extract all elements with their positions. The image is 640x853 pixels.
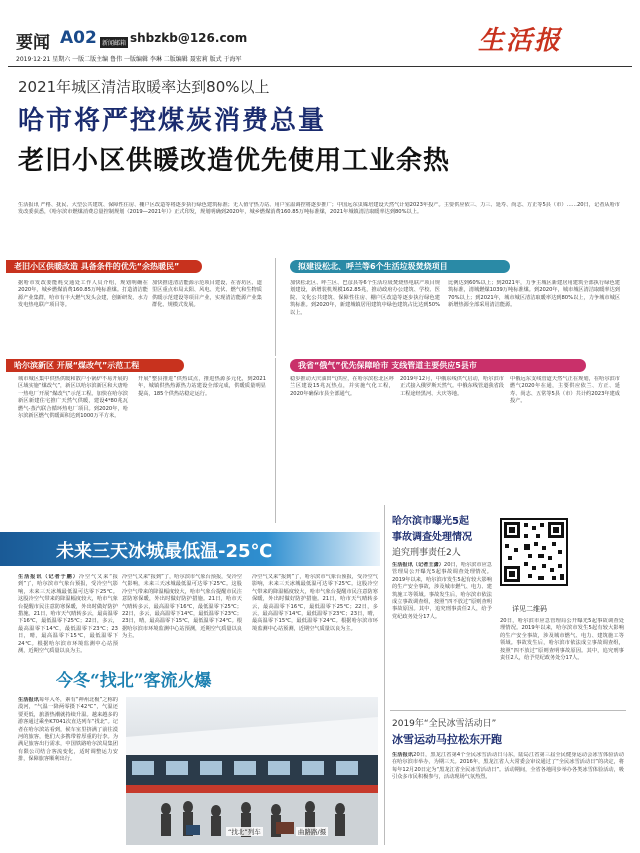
weather-body-col3: 冷空气又来“报到”了，哈尔滨市气象台预报，受冷空气影响，未来三天冰城最低温可达零下25℃。这股冷空气带来的降温幅度较大，哈市气象台提醒市民注意防寒保暖，外出时做好防护措施。21日，哈市天气晴转多云，最高温零下16℃，最低温零下25℃；22日，多云，最高温零下14℃，最低温零下23℃；23日，晴，最高温零下15℃，最低温零下24℃。根据哈尔滨市环境监测中心站预测，近期空气质量以良为主。 — [252, 574, 378, 632]
inquiry-byline: 生活报讯（记者王潇） — [392, 562, 444, 568]
inquiry-body: 生活报讯（记者王潇）20日，哈尔滨市应急管理局公开曝光5起事故调查处理情况。2019年以来，哈尔滨市发生5起有较大影响的生产安全事故，涉及城市燃气、电力、建筑施工等领域。事故发生后，哈尔滨市依法成立事故调查组，按照“四不放过”原则查明事故原因。其中，追究刑事责任2人，给予党纪政务处分17人。 — [392, 562, 492, 620]
qr-code-graphic — [502, 520, 566, 584]
masthead — [8, 6, 632, 62]
lead-kicker: 2021年城区清洁取暖率达到80%以上 — [18, 78, 270, 96]
train-byline: 生活报讯 — [18, 697, 40, 703]
waste-text-col1: 加快松北区、呼兰区、巴彦县等6个生活垃圾焚烧热电联产项目规划建设，新增装机规模162.85兆，推动政府办公建筑、学校、医院、文化公共建筑、保障性住房、棚户区改造等逐步执行绿色建筑标准。到2020年，新建城镇居用建筑中绿色建筑占比达到50%以上。 — [290, 280, 440, 316]
section-title-newdistrict: 哈尔滨新区 开展“煤改气”示范工程 — [6, 359, 184, 372]
train-scene-graphic — [126, 697, 378, 845]
inquiry-subline: 追究刑事责任2人 — [392, 548, 461, 558]
masthead-divider — [8, 66, 632, 67]
weather-body-col2: 冷空气又来“报到”了，哈尔滨市气象台预报，受冷空气影响，未来三天冰城最低温可达零下25℃。这股冷空气带来的降温幅度较大，哈市气象台提醒市民注意防寒保暖，外出时做好防护措施。21日，哈市天气晴转多云，最高温零下16℃，最低温零下25℃；22日，多云，最高温零下14℃，最低温零下23℃；23日，晴，最高温零下15℃，最低温零下24℃。根据哈尔滨市环境监测中心站预测，近期空气质量以良为主。 — [122, 574, 242, 640]
inquiry-headline-2: 事故调查处理情况 — [392, 532, 472, 543]
heating-text-col1: 据哈市发改委能耗交通处工作人员介绍，规划明确在2020年，城乡燃煤消费160.85万吨标准煤。打造清洁能源产业集群，哈市有丰大燃气发头会建，创新研发、水力发电热电联产项目等。 — [18, 280, 148, 309]
gas-text-col1: 稳步推动大庆油田气供应，在哈尔滨松北区呼兰区建设15兆瓦热点，并实施气化工程，2020年确保市县全部通气。 — [290, 376, 394, 397]
section-name: 要闻 — [16, 33, 50, 53]
email-label: 新闻邮箱 — [100, 37, 128, 48]
date-line: 2019·12·21 星期六 一版二版主编 鲁伟 一版编辑 李琳 二版编辑 聂宏莉 版式 于海军 — [16, 56, 242, 63]
lead-intro: 生活报讯 严格、抚民、大型公共建筑、保障性住房、棚户区改造等将逐步执行绿色建筑标准；无人值守热力站、用户室温调控将逐步推广；中国远东虫媒培建设天然气计划2023年投产。主要供应依三、力三、延寿、尚志、方正等5县（市）……20日，记者从哈市发改委获悉，《哈尔滨市燃煤消费总量控制规划（2019—2021年）》正式印发，规划明确到2020年，城乡燃煤消费160.85万吨标准煤，2021年城镇清洁取暖率达到80%以上。 — [18, 202, 620, 216]
ski-headline-2: 冰雪运动马拉松东开跑 — [392, 733, 502, 746]
weather-headline: 未来三天冰城最低温-25℃ — [56, 541, 273, 562]
weather-byline: 生活报讯（记者于鹏） — [18, 574, 79, 580]
email-address[interactable]: shbzkb@126.com — [130, 31, 248, 45]
waste-text-col2: 比例达到60%以上；到2021年，力争主城区新建居用建筑全部执行绿色建筑标准，清城燃煤1039万吨标准煤。到2020年，城市城区清洁取暖率达到70%以上；到2021年，城市城区清洁取暖率达到80%以上，力争城市城区新增热源全部采用清洁能源。 — [448, 280, 620, 309]
newspaper-logo: 生活报 — [478, 26, 563, 56]
section-title-heating: 老旧小区供暖改造 具备条件的优先“余热暖民” — [6, 260, 202, 273]
train-body: 生活报讯每年入冬，素有“神州北极”之称的漠河，“气温一降两零摄下42℃”，气温还要更低，旅游热潮就持续升温。越来越多的游客通过乘坐K7041次直达列车“找北”。记者在哈尔滨站看到，候车室里挤满了前往漠河的旅客，他们大多携带着厚重的行李。为满足旅客出行需求，中国铁路哈尔滨局集团有限公司结合客流变化，适时调整运力安排，保障旅客顺利出行。 — [18, 697, 118, 763]
heating-text-col2: 加快推进清洁能源示范项目建设，在香坊区、道里区重点布局太阳、风电、光伏、燃气和生物质供暖示范建设等项目产业，实现清洁能源产业集群化、规模式发展。 — [152, 280, 262, 309]
lead-headline-2: 老旧小区供暖改造优先使用工业余热 — [18, 146, 451, 176]
inquiry-headline-1: 哈尔滨市曝光5起 — [392, 516, 469, 527]
gas-text-col3: 中俄远东支线管道天然气正在规划，在哈尔滨市燃气2020年在通，主要供应依兰、方正、延寿、尚志、五常等5县（市）共计约2023年建成投产。 — [510, 376, 620, 405]
train-headline: 今冬“找北”客流火爆 — [56, 671, 212, 691]
newdistrict-text-col1: 城市城区集中供热供暖和散户小锅炉不易开展的区域实施“煤改气”，新区以哈尔滨新区和大唐哈一热电厂开展“煤改气”示范工程。加快在哈尔滨新区新建住宅推广天然气供暖，建设4*80兆瓦燃气-蒸汽联合循环热电厂项目。到2020年，哈尔滨新区燃气供暖面积达到1000万平方米。 — [18, 376, 128, 420]
photo-credit: 曲路路/摄 — [298, 828, 327, 836]
train-photo — [126, 697, 378, 845]
weather-headline-bar — [0, 532, 380, 566]
qr-code[interactable] — [500, 518, 568, 586]
lead-headline-1: 哈市将严控煤炭消费总量 — [18, 106, 327, 136]
weather-body: 冷空气又来“报到”了，哈尔滨市气象台预报，受冷空气影响，未来三天冰城最低温可达零下25℃。这股冷空气带来的降温幅度较大，哈市气象台提醒市民注意防寒保暖，外出时做好防护措施。21日，哈市天气晴转多云，最高温零下16℃，最低温零下25℃；22日，多云，最高温零下14℃，最低温零下23℃；23日，晴，最高温零下15℃，最低温零下24℃。根据哈尔滨市环境监测中心站预测，近期空气质量以良为主。 — [18, 574, 118, 655]
page-number: A02 — [60, 28, 97, 48]
inquiry-body-col2: 20日，哈尔滨市应急管理局公开曝光5起事故调查处理情况。2019年以来，哈尔滨市发生5起有较大影响的生产安全事故，涉及城市燃气、电力、建筑施工等领域。事故发生后，哈尔滨市依法成立事故调查组，按照“四不放过”原则查明事故原因。其中，追究刑事责任2人，给予党纪政务处分17人。 — [500, 618, 624, 662]
section-title-gas: 我省“俄气”优先保障哈市 支线管道主要供应5县市 — [290, 359, 586, 372]
photo-caption: “找北”列车 — [228, 828, 261, 836]
ski-body: 生活报讯20日，黑龙江省第4个全民冰雪活动日马东，陆岛江省第三届全民健身运动会冰雪体验活动在哈尔滨市举办，为期三天。2016年，黑龙江省人大常委会审议通过了“全民冰雪活动日”的决定，将每年12月20日定为“黑龙江省全民冰雪活动日”。活动期间，全省各地同步举办各类冰雪体验活动，吸引众多市民积极参与，活动现场气氛热烈。 — [392, 752, 624, 781]
newdistrict-text-col2: 开展“整县推进”供热试点，推进热源多元化，到2021年，城镇供热热源热力站建设全部完成，供暖质量明显提高，185个供热站稳定运行。 — [138, 376, 266, 397]
ski-byline: 生活报讯 — [392, 752, 414, 758]
weather-body-col1 — [18, 574, 118, 666]
gas-text-col2: 2019年12月，中俄东线供气启动，哈尔滨市正式接入俄罗斯天然气。中俄东线管道我省段工程途经黑河、大庆等地。 — [400, 376, 504, 397]
section-title-waste: 拟建设松北、呼兰等6个生活垃圾焚烧项目 — [290, 260, 510, 273]
ski-headline-1: 2019年“全民冰雪活动日” — [392, 719, 497, 729]
qr-caption: 详见二维码 — [512, 605, 547, 613]
